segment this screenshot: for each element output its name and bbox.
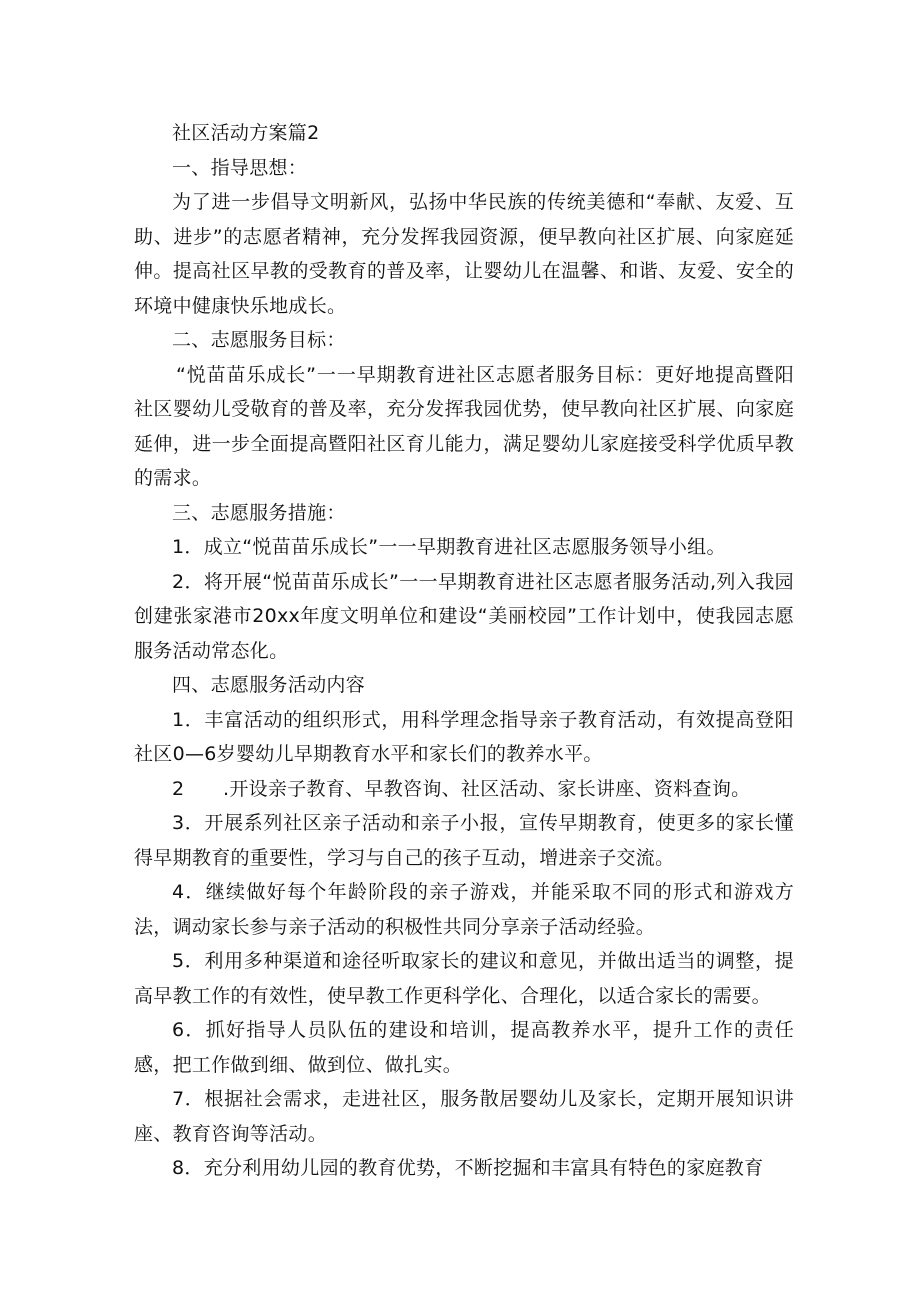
- section-heading-guiding-ideology: 一、指导思想：: [172, 156, 308, 179]
- content-item-7: 7．根据社会需求，走进社区，服务散居婴幼儿及家长，定期开展知识讲座、教育咨询等活动。: [134, 1088, 794, 1145]
- section-heading-activity-content: 四、志愿服务活动内容: [172, 674, 366, 696]
- content-item-2: 2 .开设亲子教育、早教咨询、社区活动、家长讲座、资料查询。: [172, 777, 751, 800]
- content-item-5: 5．利用多种渠道和途径听取家长的建议和意见，并做出适当的调整，提高早教工作的有效性，使早教工作更科学化、合理化，以适合家长的需要。: [134, 950, 794, 1007]
- paragraph-service-goal: “悦苗苗乐成长”一一早期教育进社区志愿者服务目标：更好地提高暨阳社区婴幼儿受敬育的普及率，充分发挥我园优势，使早教向社区扩展、向家庭延伸，进一步全面提高暨阳社区育儿能力，满足婴幼儿家庭接受科学优质早教的需求。: [134, 363, 794, 489]
- section-heading-service-measures: 三、志愿服务措施：: [172, 501, 346, 524]
- paragraph-guiding-ideology: 为了进一步倡导文明新风，弘扬中华民族的传统美德和“奉献、友爱、互助、进步”的志愿者精神，充分发挥我园资源，便早教向社区扩展、向家庭延伸。提高社区早教的受教育的普及率，让婴幼儿在温馨、和谐、友爱、安全的环境中健康快乐地成长。: [134, 191, 794, 317]
- content-item-8: 8．充分利用幼儿园的教育优势，不断挖掘和丰富具有特色的家庭教育: [172, 1157, 764, 1179]
- content-item-1: 1．丰富活动的组织形式，用科学理念指导亲子教育活动，有效提高登阳社区0—6岁婴幼儿早期教育水平和家长们的教养水平。: [134, 708, 794, 765]
- content-item-6: 6．抓好指导人员队伍的建设和培训，提高教养水平，提升工作的责任感，把工作做到细、做到位、做扎实。: [134, 1019, 794, 1076]
- measure-item-2: 2．将开展“悦苗苗乐成长”一一早期教育进社区志愿者服务活动,列入我园创建张家港市20xx年度文明单位和建设“美丽校园”工作计划中，使我园志愿服务活动常态化。: [134, 570, 794, 662]
- measure-item-1: 1．成立“悦苗苗乐成长”一一早期教育进社区志愿服务领导小组。: [172, 536, 726, 558]
- content-item-4: 4．继续做好每个年龄阶段的亲子游戏，并能采取不同的形式和游戏方法，调动家长参与亲子活动的积极性共同分享亲子活动经验。: [134, 881, 794, 938]
- document-page: [134, 116, 794, 1186]
- content-item-3: 3．开展系列社区亲子活动和亲子小报，宣传早期教育，使更多的家长懂得早期教育的重要性，学习与自己的孩子互动，增进亲子交流。: [134, 812, 794, 869]
- section-heading-service-goal: 二、志愿服务目标：: [172, 329, 346, 351]
- document-title: 社区活动方案篇2: [172, 122, 320, 144]
